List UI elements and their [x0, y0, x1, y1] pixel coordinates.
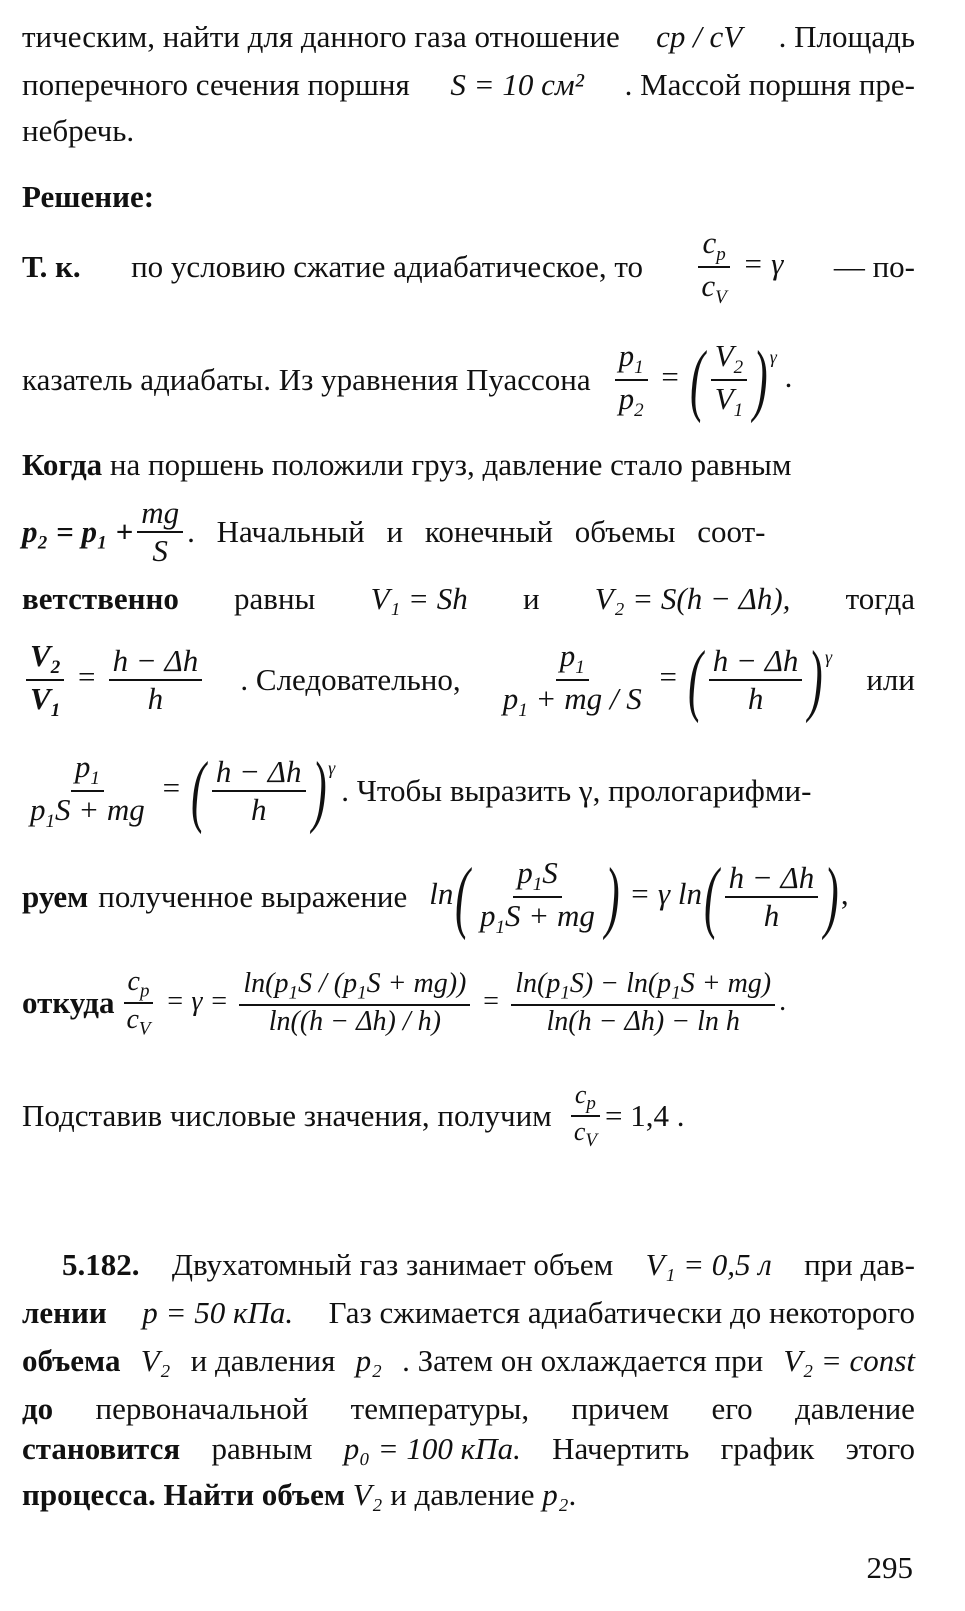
- intro-line-1: [22, 18, 915, 56]
- initial-volume: V₁ = 0,5 л: [645, 1247, 772, 1282]
- word-prichem: причем: [571, 1391, 670, 1426]
- find-p2: p₂: [542, 1477, 569, 1512]
- intro-text-2a: поперечного сечения поршня: [22, 67, 410, 102]
- solution-text-1: по условию сжатие адиабатическое, то: [131, 249, 643, 284]
- solution-line-6: [22, 636, 915, 724]
- solution-line-4: [22, 494, 765, 570]
- word-i: и: [522, 581, 540, 616]
- result-formula: $\frac{c_p}{c_V}$: [566, 1080, 605, 1152]
- mg-over-s: $\frac{mg}{S}$: [137, 495, 183, 568]
- word-nachertit: Начертить: [552, 1431, 690, 1466]
- word-ego: его: [711, 1391, 753, 1426]
- pressure-volume-equation: $\frac{p_1}{p_1 + mg / S}$ = ( $\frac{h - \Delta h}{h}$ ) $^\gamma$: [502, 636, 833, 724]
- solution-lead-kogda: Когда: [22, 447, 103, 482]
- problem-text-2b: Газ сжимается адиабатически до некоторого: [328, 1295, 915, 1330]
- result-value: = 1,4 .: [604, 1098, 685, 1133]
- word-temperatury: температуры,: [350, 1391, 530, 1426]
- problem-text-3c: . Затем он охлаждается при: [402, 1343, 764, 1378]
- pressure-p0: p₀ = 100 кПа.: [343, 1431, 521, 1466]
- solution-text-3: на поршень положили груз, давление стало равным: [109, 447, 792, 482]
- solution-tail-1: — по-: [833, 249, 915, 284]
- intro-text-1a: тическим, найти для данного газа отношение: [22, 19, 620, 54]
- solution-line-5: [22, 580, 915, 618]
- solution-text-4: . Начальный и конечный объемы соот-: [187, 514, 766, 549]
- problem-line-5: [22, 1430, 915, 1468]
- solution-line-1: [22, 224, 915, 309]
- problem-line-4: [22, 1390, 915, 1428]
- problem-lead-do: до: [22, 1391, 54, 1426]
- word-grafik: график: [720, 1431, 815, 1466]
- initial-pressure: p = 50 кПа.: [142, 1295, 294, 1330]
- solution-line-2: [22, 336, 793, 424]
- piston-area: S = 10 см²: [450, 67, 584, 102]
- problem-line-6: [22, 1476, 576, 1514]
- solution-line-3: [22, 446, 792, 484]
- v2-const: V₂ = const: [783, 1343, 915, 1378]
- p2-equation-lhs: p₂ = p₁ +: [22, 514, 134, 549]
- word-togda: тогда: [845, 581, 915, 616]
- volume-v2: V₂: [140, 1343, 171, 1378]
- problem-lead-lenii: лении: [22, 1295, 107, 1330]
- solution-lead-sootv: ветственно: [22, 581, 179, 616]
- volume-ratio: $\frac{V_2}{V_1}$ = $\frac{h - \Delta h}{h}$: [22, 638, 206, 722]
- problem-line-2: [22, 1294, 915, 1332]
- pressure-p2: p₂: [355, 1343, 382, 1378]
- find-v2: V₂: [352, 1477, 383, 1512]
- problem-text-6b: и давление: [390, 1477, 535, 1512]
- solution-tail-6: или: [866, 662, 915, 697]
- v2-expression: V₂ = S(h − Δh),: [594, 581, 791, 616]
- problem-line-1: [62, 1246, 915, 1284]
- problem-text-6a: процесса. Найти объем: [22, 1477, 345, 1512]
- word-ravny: равны: [234, 581, 316, 616]
- solution-text-6: . Следовательно,: [240, 662, 461, 697]
- word-davlenie: давление: [795, 1391, 915, 1426]
- solution-heading: Решение:: [22, 179, 155, 214]
- word-ravnym: равным: [211, 1431, 313, 1466]
- rearranged-equation: $\frac{p_1}{p_1S + mg}$ = ( $\frac{h - \Delta h}{h}$ ) $^\gamma$: [30, 747, 336, 835]
- solution-text-8: полученное выражение: [98, 879, 408, 914]
- solution-heading-text: Решение: [22, 179, 144, 214]
- solution-text-7: . Чтобы выразить γ, прологарифми-: [341, 773, 812, 808]
- problem-text-3b: и давления: [190, 1343, 336, 1378]
- intro-line-2: [22, 66, 915, 104]
- word-pervonachalnoy: первоначальной: [95, 1391, 309, 1426]
- problem-line-3: [22, 1342, 915, 1380]
- solution-lead-tk: Т. к.: [22, 249, 81, 284]
- v1-expression: V₁ = Sh: [370, 581, 468, 616]
- gamma-final-formula: $\frac{c_p}{c_V}$ = γ = $\frac{\ln(p_1S / (p_1S + mg))}{\ln((h - \Delta h) / h)}$ = $\frac{\ln(p_1S) - \ln(p_1S + mg)}{\text{ln(h − Δh) − ln h}}$ .: [118, 966, 786, 1041]
- page-number: 295: [866, 1550, 913, 1585]
- solution-lead-otkuda: откуда: [22, 985, 115, 1020]
- solution-line-7: [22, 746, 811, 836]
- solution-text-2: казатель адиабаты. Из уравнения Пуассона: [22, 362, 591, 397]
- poisson-equation: $\frac{p_1}{p_2}$ = ( $\frac{V_2}{V_1}$ ) $^\gamma$ .: [611, 338, 793, 422]
- problem-text-6c: .: [568, 1477, 577, 1512]
- word-etogo: этого: [845, 1431, 915, 1466]
- problem-lead-obema: объема: [22, 1343, 121, 1378]
- problem-lead-stanovitsya: становится: [22, 1431, 181, 1466]
- intro-line-3: небречь.: [22, 113, 135, 148]
- solution-line-9: [22, 958, 786, 1048]
- solution-line-8: [22, 852, 849, 942]
- problem-text-1b: при дав-: [804, 1247, 915, 1282]
- logarithm-equation: ln( $\frac{p_1S}{p_1S + mg}$ ) = γ ln( $\frac{h - \Delta h}{h}$ ),: [429, 853, 849, 941]
- intro-text-2b: . Массой поршня пре-: [624, 67, 915, 102]
- ratio-cp-cv: cp / cV: [656, 19, 743, 54]
- solution-line-10: [22, 1074, 684, 1158]
- intro-text-1b: . Площадь: [778, 19, 915, 54]
- problem-text-1a: Двухатомный газ занимает объем: [171, 1247, 614, 1282]
- gamma-definition: $\frac{c_p}{c_V}$ = γ: [693, 225, 783, 309]
- solution-lead-ruem: руем: [22, 879, 89, 914]
- solution-text-10: Подставив числовые значения, получим: [22, 1098, 552, 1133]
- problem-number: 5.182.: [62, 1247, 140, 1282]
